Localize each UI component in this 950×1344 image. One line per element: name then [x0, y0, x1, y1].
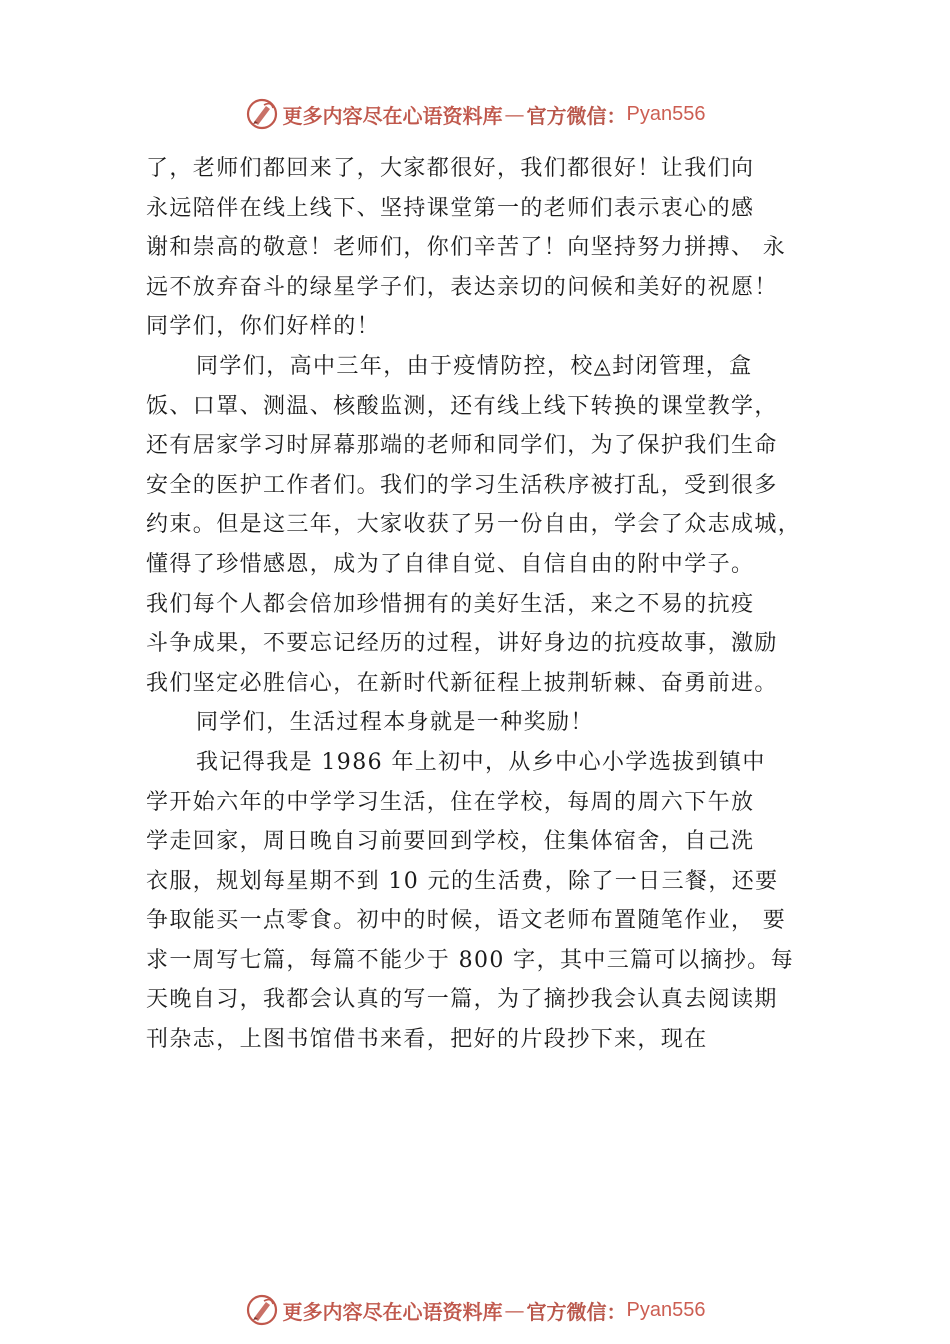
text-line: 同学们，你们好样的！: [146, 314, 381, 340]
footer-banner: [0, 1290, 950, 1330]
text-line: 我记得我是 1986 年上初中，从乡中心小学选拔到镇中: [196, 749, 766, 775]
text-line: 约束。但是这三年，大家收获了另一份自由，学会了众志成城，: [146, 512, 802, 538]
pen-logo-icon: [245, 97, 279, 131]
text-line: 刊杂志，上图书馆借书来看，把好的片段抄下来，现在: [146, 1027, 708, 1053]
text-line: 同学们，高中三年，由于疫情防控，校◬封闭管理，盒: [196, 353, 753, 379]
text-line: 安全的医护工作者们。我们的学习生活秩序被打乱，受到很多: [146, 472, 778, 498]
footer-separator: —: [504, 1298, 525, 1322]
text-line: 斗争成果，不要忘记经历的过程，讲好身边的抗疫故事，激励: [146, 631, 778, 657]
text-line: 远不放弃奋斗的绿星学子们，表达亲切的问候和美好的祝愿！: [146, 274, 778, 300]
text-line: 衣服，规划每星期不到 10 元的生活费，除了一日三餐，还要: [146, 868, 779, 894]
text-line: 饭、口罩、测温、核酸监测，还有线上线下转换的课堂教学，: [146, 393, 778, 419]
footer-wechat-label: 官方微信：: [526, 1299, 627, 1324]
text-line: 天晚自习，我都会认真的写一篇，为了摘抄我会认真去阅读期: [146, 987, 778, 1013]
header-banner-text: 更多内容尽在心语资料库: [282, 103, 503, 128]
text-line: 谢和崇高的敬意！老师们，你们辛苦了！向坚持努力拼搏、 永: [146, 235, 787, 261]
text-line: 学走回家，周日晚自习前要回到学校，住集体宿舍，自己洗: [146, 829, 755, 855]
text-line: 求一周写七篇，每篇不能少于 800 字，其中三篇可以摘抄。每: [146, 947, 794, 973]
text-line: 争取能买一点零食。初中的时候，语文老师布置随笔作业， 要: [146, 908, 787, 934]
text-line: 同学们，生活过程本身就是一种奖励！: [196, 710, 594, 736]
header-banner: [0, 94, 950, 134]
footer-banner-text: 更多内容尽在心语资料库: [282, 1299, 503, 1324]
pen-logo-icon: [245, 1293, 279, 1327]
document-body: [146, 149, 836, 1060]
text-line: 懂得了珍惜感恩，成为了自律自觉、自信自由的附中学子。: [146, 551, 755, 577]
text-line: 学开始六年的中学学习生活，住在学校，每周的周六下午放: [146, 789, 755, 815]
text-line: 还有居家学习时屏幕那端的老师和同学们，为了保护我们生命: [146, 433, 778, 459]
text-line: 永远陪伴在线上线下、坚持课堂第一的老师们表示衷心的感: [146, 195, 755, 221]
header-separator: —: [504, 102, 525, 126]
header-wechat-label: 官方微信：: [526, 103, 627, 128]
text-line: 了，老师们都回来了，大家都很好，我们都很好！让我们向: [146, 156, 755, 181]
footer-wechat-id: Pyan556: [626, 1298, 706, 1321]
text-line: 我们坚定必胜信心，在新时代新征程上披荆斩棘、奋勇前进。: [146, 670, 778, 696]
text-line: 我们每个人都会倍加珍惜拥有的美好生活，来之不易的抗疫: [146, 591, 755, 617]
header-wechat-id: Pyan556: [626, 102, 706, 125]
